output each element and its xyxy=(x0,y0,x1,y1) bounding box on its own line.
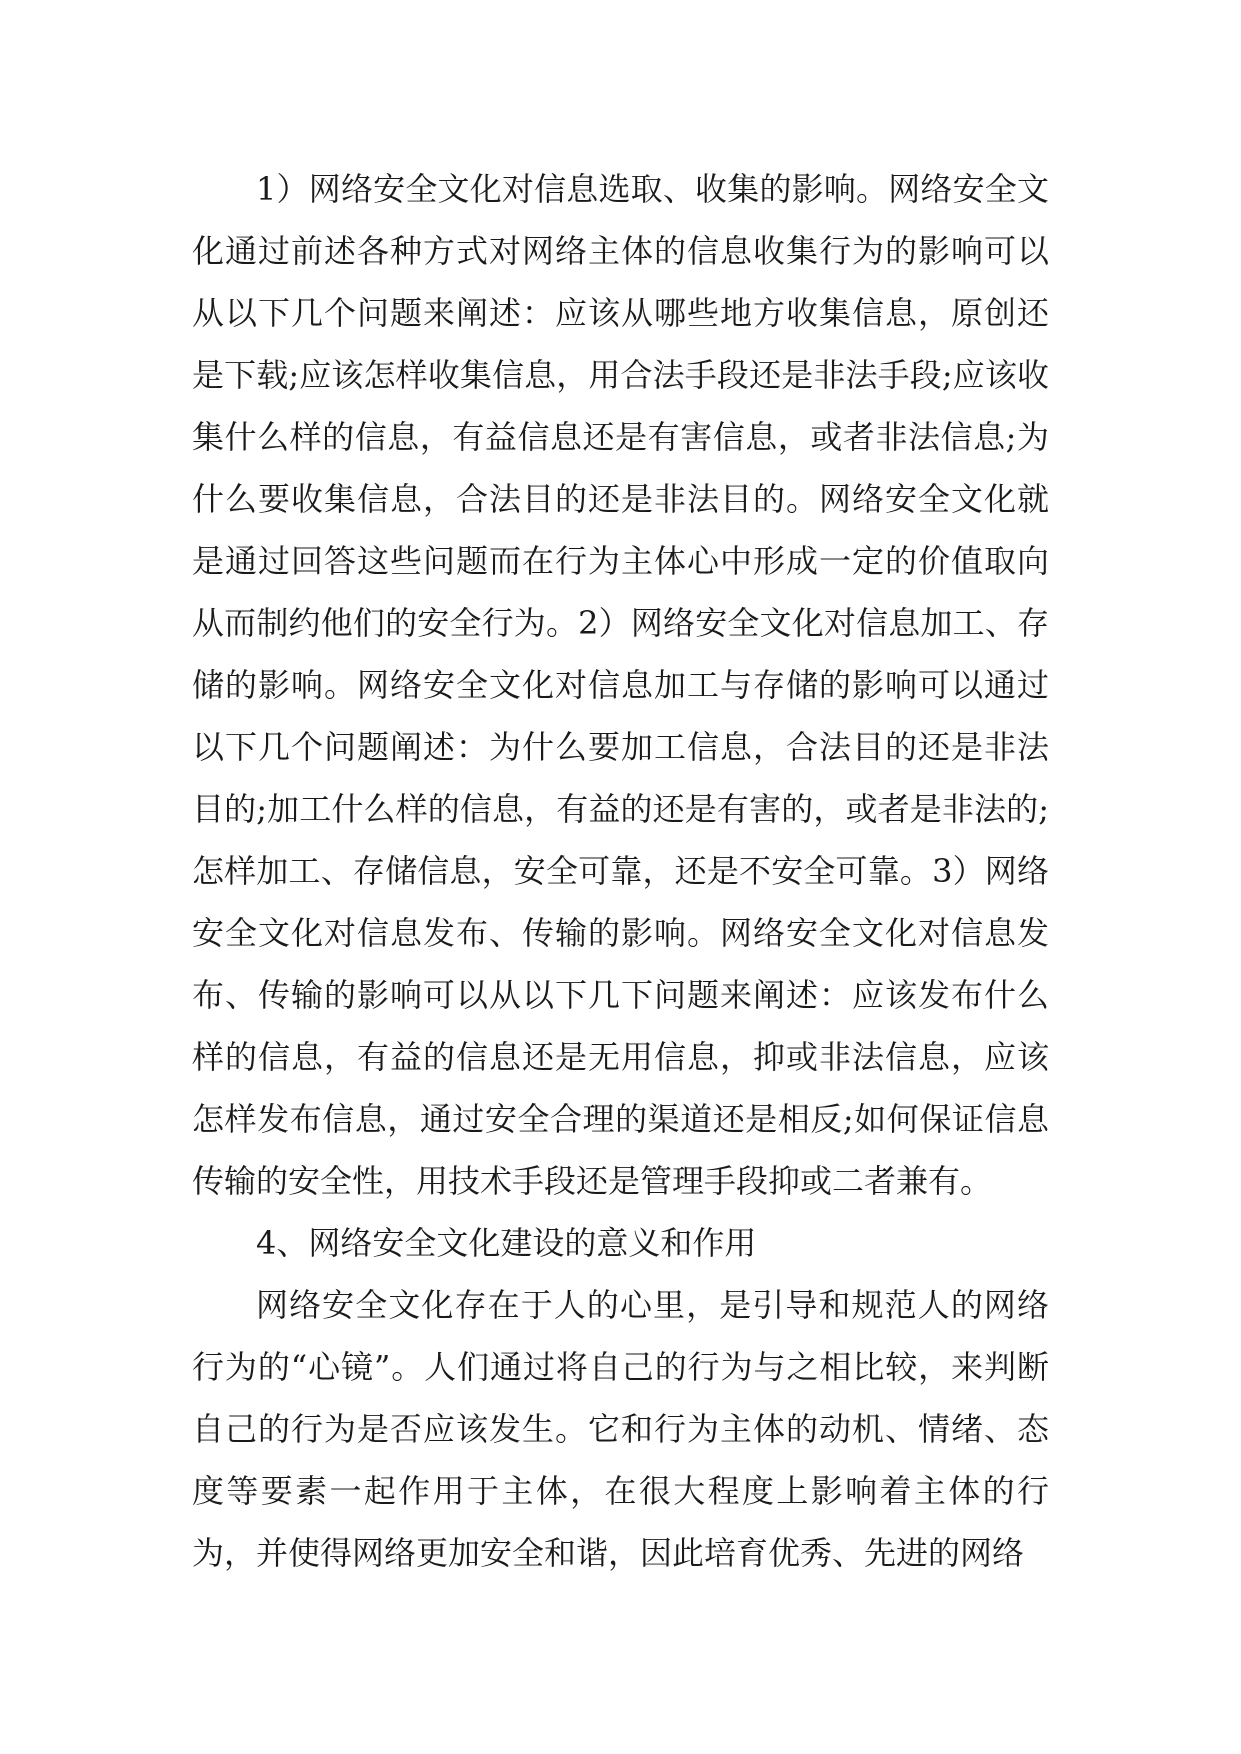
paragraph-information-impact: 1）网络安全文化对信息选取、收集的影响。网络安全文化通过前述各种方式对网络主体的信息收集行为的影响可以从以下几个问题来阐述：应该从哪些地方收集信息，原创还是下载;应该怎样收集信息，用合法手段还是非法手段;应该收集什么样的信息，有益信息还是有害信息，或者非法信息;为什么要收集信息，合法目的还是非法目的。网络安全文化就是通过回答这些问题而在行为主体心中形成一定的价值取向从而制约他们的安全行为。2）网络安全文化对信息加工、存储的影响。网络安全文化对信息加工与存储的影响可以通过以下几个问题阐述：为什么要加工信息，合法目的还是非法目的;加工什么样的信息，有益的还是有害的，或者是非法的;怎样加工、存储信息，安全可靠，还是不安全可靠。3）网络安全文化对信息发布、传输的影响。网络安全文化对信息发布、传输的影响可以从以下几下问题来阐述：应该发布什么样的信息，有益的信息还是无用信息，抑或非法信息，应该怎样发布信息，通过安全合理的渠道还是相反;如何保证信息传输的安全性，用技术手段还是管理手段抑或二者兼有。 xyxy=(192,170,1049,1200)
section-heading: 4、网络安全文化建设的意义和作用 xyxy=(256,1224,757,1262)
paragraph-significance: 网络安全文化存在于人的心里，是引导和规范人的网络行为的“心镜”。人们通过将自己的行为与之相比较，来判断自己的行为是否应该发生。它和行为主体的动机、情绪、态度等要素一起作用于主体，在很大程度上影响着主体的行为，并使得网络更加安全和谐，因此培育优秀、先进的网络 xyxy=(192,1286,1049,1572)
document-body xyxy=(192,158,1049,1584)
